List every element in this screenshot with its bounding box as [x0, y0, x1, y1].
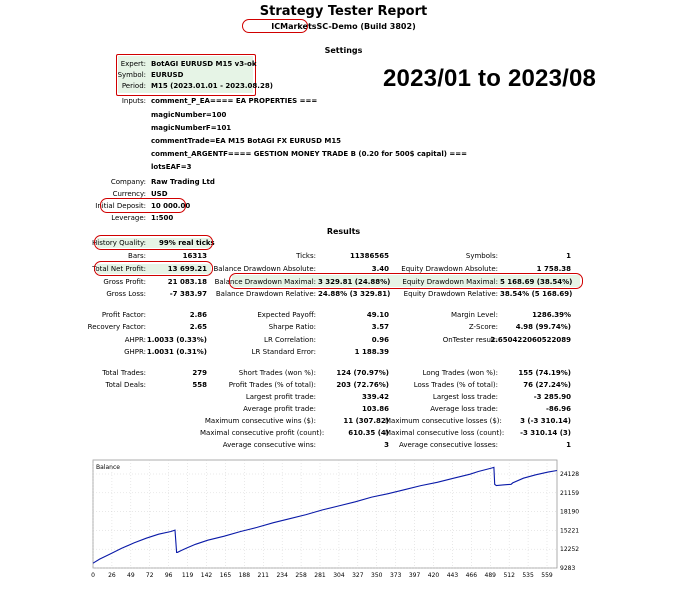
currency-value: USD — [151, 190, 168, 198]
max-consecutive-losses-label: Maximum consecutive losses ($): — [385, 417, 502, 425]
x-tick-label: 281 — [314, 572, 326, 579]
history-quality-value: 99% real ticks — [159, 239, 215, 247]
deposit-annotation-ring — [100, 198, 186, 213]
x-tick-label: 420 — [427, 572, 440, 579]
profit-trades-label: Profit Trades (% of total): — [228, 381, 316, 389]
x-tick-label: 188 — [238, 572, 251, 579]
net-profit-value: 13 699.21 — [167, 265, 207, 273]
expected-payoff-label: Expected Payoff: — [257, 311, 316, 319]
server-annotation-ring — [242, 19, 308, 33]
input-line: lotsEAF=3 — [151, 163, 192, 171]
x-tick-label: 443 — [446, 572, 459, 579]
x-tick-label: 489 — [484, 572, 496, 579]
server-name: ICMarketsSC- — [271, 22, 332, 31]
avg-consecutive-wins-label: Average consecutive wins: — [222, 441, 316, 449]
profit-factor-label: Profit Factor: — [101, 311, 146, 319]
long-trades-label: Long Trades (won %): — [422, 369, 498, 377]
deposit-value: 10 000.00 — [151, 202, 191, 210]
bars-value: 16313 — [182, 252, 207, 260]
ontester-result-label: OnTester result: — [442, 336, 498, 344]
history-quality-label: History Quality: — [92, 239, 146, 247]
balance-dd-maximal-label: Balance Drawdown Maximal: — [214, 278, 316, 286]
x-tick-label: 211 — [257, 572, 269, 579]
profit-factor-value: 2.86 — [189, 311, 207, 319]
report-subtitle — [0, 22, 687, 31]
symbols-label: Symbols: — [465, 252, 498, 260]
equity-dd-maximal-value: 5 168.69 (38.54%) — [500, 278, 573, 286]
z-score-value: 4.98 (99.74%) — [515, 323, 571, 331]
drawdown-maximal-annotation-ring — [229, 273, 583, 289]
avg-consecutive-losses-value: 1 — [566, 441, 571, 449]
x-tick-label: 373 — [389, 572, 402, 579]
input-line: magicNumber=100 — [151, 111, 227, 119]
ticks-value: 11386565 — [350, 252, 389, 260]
input-line: comment_ARGENTF==== GESTION MONEY TRADE B (0.20 for 500$ capital) === — [151, 150, 467, 158]
sharpe-ratio-label: Sharpe Ratio: — [268, 323, 316, 331]
equity-dd-absolute-value: 1 758.38 — [536, 265, 571, 273]
lr-standard-error-label: LR Standard Error: — [251, 348, 316, 356]
y-tick-label: 24128 — [560, 471, 580, 478]
y-tick-label: 12252 — [560, 546, 580, 554]
max-consecutive-profit-value: 610.35 (4) — [348, 429, 389, 437]
input-line: comment_P_EA==== EA PROPERTIES === — [151, 97, 318, 105]
total-deals-label: Total Deals: — [105, 381, 146, 389]
date-range-overlay: 2023/01 to 2023/08 — [383, 65, 597, 92]
y-tick-label: 18190 — [560, 508, 580, 516]
margin-level-value: 1286.39% — [532, 311, 571, 319]
short-trades-value: 124 (70.97%) — [336, 369, 389, 377]
y-tick-label: 21159 — [560, 489, 580, 497]
max-consecutive-losses-value: 3 (-3 310.14) — [520, 417, 571, 425]
ontester-result-value: 2.650422060522089 — [490, 336, 571, 344]
settings-heading: Settings — [324, 46, 363, 55]
max-consecutive-wins-value: 11 (307.82) — [343, 417, 389, 425]
max-consecutive-wins-label: Maximum consecutive wins ($): — [204, 417, 316, 425]
leverage-label: Leverage: — [111, 214, 146, 222]
chart-legend-label: Balance — [96, 464, 120, 471]
max-consecutive-loss-value: -3 310.14 (3) — [520, 429, 571, 437]
largest-loss-label: Largest loss trade: — [432, 393, 498, 401]
x-tick-label: 119 — [181, 572, 194, 579]
expert-label: Expert: — [120, 60, 146, 68]
x-tick-label: 142 — [200, 572, 213, 579]
company-label: Company: — [110, 178, 146, 186]
recovery-factor-value: 2.65 — [189, 323, 207, 331]
x-tick-label: 234 — [276, 572, 288, 579]
long-trades-value: 155 (74.19%) — [518, 369, 571, 377]
chart-frame — [93, 460, 557, 568]
x-tick-label: 49 — [127, 572, 135, 579]
report-title: Strategy Tester Report — [259, 4, 428, 19]
input-line: magicNumberF=101 — [151, 124, 232, 132]
ghpr-label: GHPR: — [124, 348, 146, 356]
net-profit-annotation-ring — [94, 261, 213, 276]
balance-dd-absolute-value: 3.40 — [371, 265, 389, 273]
gross-profit-value: 21 083.18 — [167, 278, 207, 286]
recovery-factor-label: Recovery Factor: — [87, 323, 146, 331]
symbol-label: Symbol: — [117, 71, 146, 79]
total-deals-value: 558 — [192, 381, 207, 389]
x-tick-label: 512 — [503, 572, 515, 579]
expected-payoff-value: 49.10 — [366, 311, 389, 319]
total-trades-label: Total Trades: — [102, 369, 146, 377]
x-tick-label: 258 — [295, 572, 307, 579]
average-profit-label: Average profit trade: — [243, 405, 316, 413]
x-tick-label: 535 — [522, 572, 534, 579]
x-tick-label: 72 — [145, 572, 154, 579]
input-line: commentTrade=EA M15 BotAGI FX EURUSD M15 — [151, 137, 342, 145]
lr-correlation-value: 0.96 — [371, 336, 389, 344]
avg-consecutive-losses-label: Average consecutive losses: — [399, 441, 498, 449]
results-heading: Results — [326, 227, 361, 236]
x-tick-label: 165 — [219, 572, 232, 579]
largest-profit-label: Largest profit trade: — [245, 393, 316, 401]
average-loss-value: -86.96 — [545, 405, 571, 413]
x-tick-label: 0 — [91, 572, 95, 579]
equity-dd-relative-value: 38.54% (5 168.69) — [500, 290, 573, 298]
period-label: Period: — [121, 82, 146, 90]
loss-trades-value: 76 (27.24%) — [523, 381, 571, 389]
x-tick-label: 327 — [352, 572, 364, 579]
total-trades-value: 279 — [192, 369, 207, 377]
leverage-value: 1:500 — [151, 214, 174, 222]
bars-label: Bars: — [128, 252, 146, 260]
x-tick-label: 397 — [408, 572, 421, 579]
balance-dd-relative-value: 24.88% (3 329.81) — [318, 290, 391, 298]
symbol-value: EURUSD — [151, 71, 184, 79]
inputs-label: Inputs: — [121, 97, 146, 105]
largest-profit-value: 339.42 — [361, 393, 389, 401]
x-tick-label: 350 — [371, 572, 383, 579]
loss-trades-label: Loss Trades (% of total): — [413, 381, 498, 389]
gross-profit-label: Gross Profit: — [103, 278, 146, 286]
lr-standard-error-value: 1 188.39 — [354, 348, 389, 356]
lr-correlation-label: LR Correlation: — [264, 336, 316, 344]
build-info: Demo (Build 3802) — [331, 22, 416, 31]
avg-consecutive-wins-value: 3 — [384, 441, 389, 449]
balance-dd-relative-label: Balance Drawdown Relative: — [215, 290, 316, 298]
x-tick-label: 466 — [465, 572, 478, 579]
max-consecutive-loss-label: Maximal consecutive loss (count): — [385, 429, 505, 437]
y-tick-label: 9283 — [560, 565, 576, 572]
history-quality-annotation-ring — [94, 235, 213, 250]
largest-loss-value: -3 285.90 — [533, 393, 571, 401]
gross-loss-value: -7 383.97 — [169, 290, 207, 298]
equity-dd-relative-label: Equity Drawdown Relative: — [403, 290, 498, 298]
average-loss-label: Average loss trade: — [430, 405, 498, 413]
average-profit-value: 103.86 — [361, 405, 389, 413]
balance-dd-absolute-label: Balance Drawdown Absolute: — [213, 265, 316, 273]
x-tick-label: 304 — [333, 572, 345, 579]
deposit-label: Initial Deposit: — [95, 202, 146, 210]
x-tick-label: 26 — [108, 572, 116, 579]
equity-dd-absolute-label: Equity Drawdown Absolute: — [401, 265, 498, 273]
net-profit-label: Total Net Profit: — [92, 265, 146, 273]
gross-loss-label: Gross Loss: — [106, 290, 146, 298]
x-tick-label: 559 — [541, 572, 553, 579]
margin-level-label: Margin Level: — [451, 311, 498, 319]
sharpe-ratio-value: 3.57 — [371, 323, 389, 331]
max-consecutive-profit-label: Maximal consecutive profit (count): — [200, 429, 325, 437]
z-score-label: Z-Score: — [468, 323, 498, 331]
period-value: M15 (2023.01.01 - 2023.08.28) — [151, 82, 273, 90]
equity-dd-maximal-label: Equity Drawdown Maximal: — [402, 278, 498, 286]
short-trades-label: Short Trades (won %): — [238, 369, 316, 377]
symbols-value: 1 — [566, 252, 571, 260]
ghpr-value: 1.0031 (0.31%) — [146, 348, 207, 356]
expert-value: BotAGI EURUSD M15 v3-ok — [151, 60, 257, 68]
x-tick-label: 96 — [164, 572, 173, 579]
ahpr-value: 1.0033 (0.33%) — [146, 336, 207, 344]
ticks-label: Ticks: — [296, 252, 316, 260]
company-value: Raw Trading Ltd — [151, 178, 215, 186]
ahpr-label: AHPR: — [124, 336, 146, 344]
currency-label: Currency: — [112, 190, 146, 198]
balance-dd-maximal-value: 3 329.81 (24.88%) — [318, 278, 391, 286]
profit-trades-value: 203 (72.76%) — [336, 381, 389, 389]
y-tick-label: 15221 — [560, 527, 580, 535]
balance-chart — [88, 459, 580, 579]
